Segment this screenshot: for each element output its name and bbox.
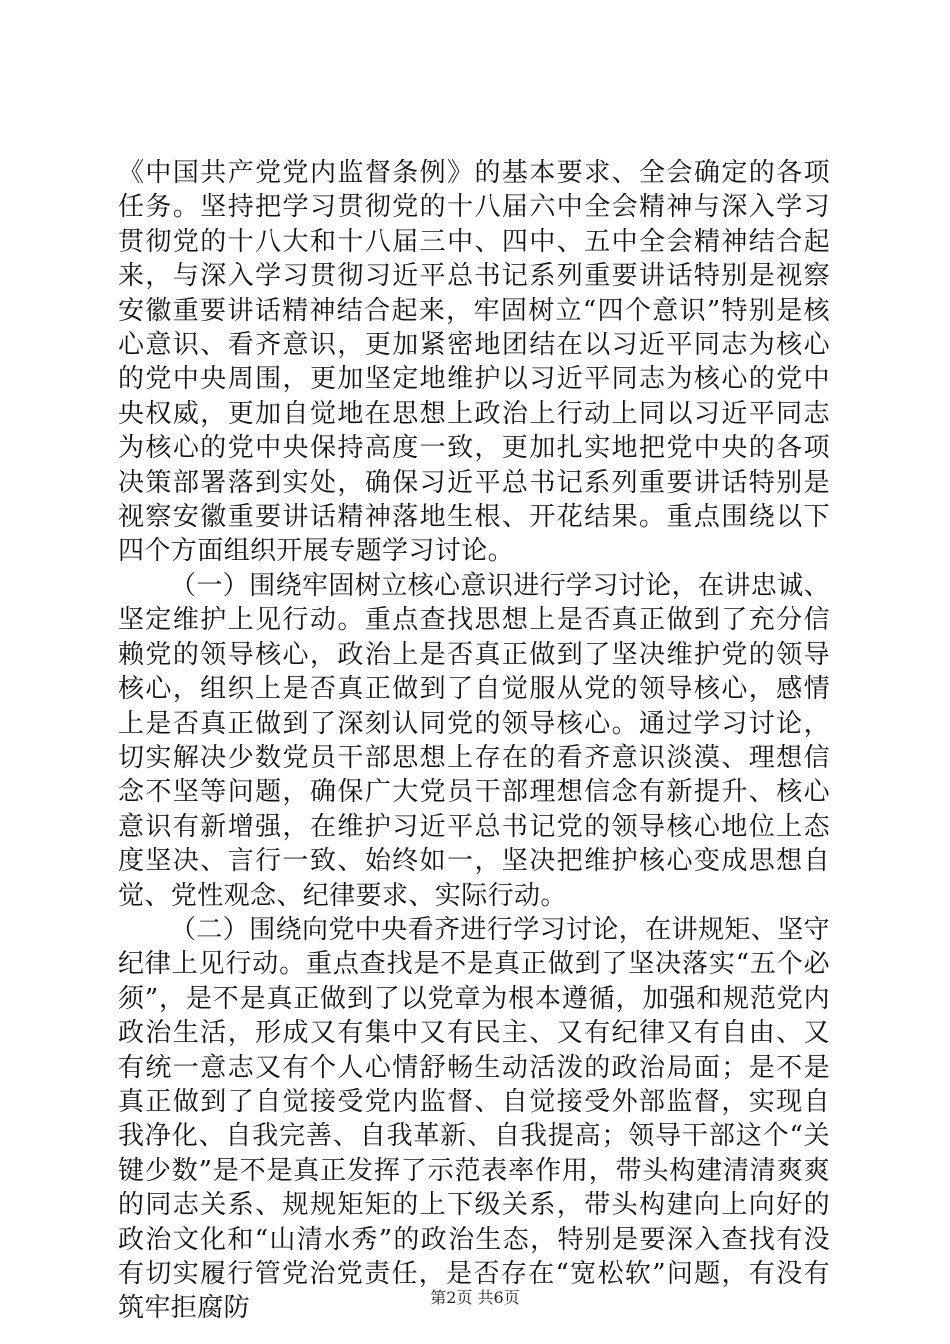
document-body bbox=[118, 156, 830, 1326]
paragraph-section-two: （二）围绕向党中央看齐进行学习讨论，在讲规矩、坚守纪律上见行动。重点查找是不是真正做到了坚决落实“五个必须”，是不是真正做到了以党章为根本遵循，加强和规范党内政治生活，形成又有集中又有民主、又有纪律又有自由、又有统一意志又有个人心情舒畅生动活泼的政治局面；是不是真正做到了自觉接受党内监督、自觉接受外部监督，实现自我净化、自我完善、自我革新、自我提高；领导干部这个“关键少数”是不是真正发挥了示范表率作用，带头构建清清爽爽的同志关系、规规矩矩的上下级关系，带头构建向上向好的政治文化和“山清水秀”的政治生态，特别是要深入查找有没有切实履行管党治党责任，是否存在“宽松软”问题，有没有筑牢拒腐防 bbox=[118, 914, 831, 1324]
page-number-footer: 第2页 共6页 bbox=[430, 1288, 520, 1307]
paragraph-section-one: （一）围绕牢固树立核心意识进行学习讨论，在讲忠诚、坚定维护上见行动。重点查找思想上是否真正做到了充分信赖党的领导核心，政治上是否真正做到了坚决维护党的领导核心，组织上是否真正做到了自觉服从党的领导核心，感情上是否真正做到了深刻认同党的领导核心。通过学习讨论，切实解决少数党员干部思想上存在的看齐意识淡漠、理想信念不坚等问题，确保广大党员干部理想信念有新提升、核心意识有新增强，在维护习近平总书记党的领导核心地位上态度坚决、言行一致、始终如一，坚决把维护核心变成思想自觉、党性观念、纪律要求、实际行动。 bbox=[118, 570, 831, 911]
paragraph-intro: 《中国共产党党内监督条例》的基本要求、全会确定的各项任务。坚持把学习贯彻党的十八届六中全会精神与深入学习贯彻党的十八大和十八届三中、四中、五中全会精神结合起来，与深入学习贯彻习近平总书记系列重要讲话特别是视察安徽重要讲话精神结合起来，牢固树立“四个意识”特别是核心意识、看齐意识，更加紧密地团结在以习近平同志为核心的党中央周围，更加坚定地维护以习近平同志为核心的党中央权威，更加自觉地在思想上政治上行动上同以习近平同志为核心的党中央保持高度一致，更加扎实地把党中央的各项决策部署落到实处，确保习近平总书记系列重要讲话特别是视察安徽重要讲话精神落地生根、开花结果。重点围绕以下四个方面组织开展专题学习讨论。 bbox=[118, 158, 830, 567]
